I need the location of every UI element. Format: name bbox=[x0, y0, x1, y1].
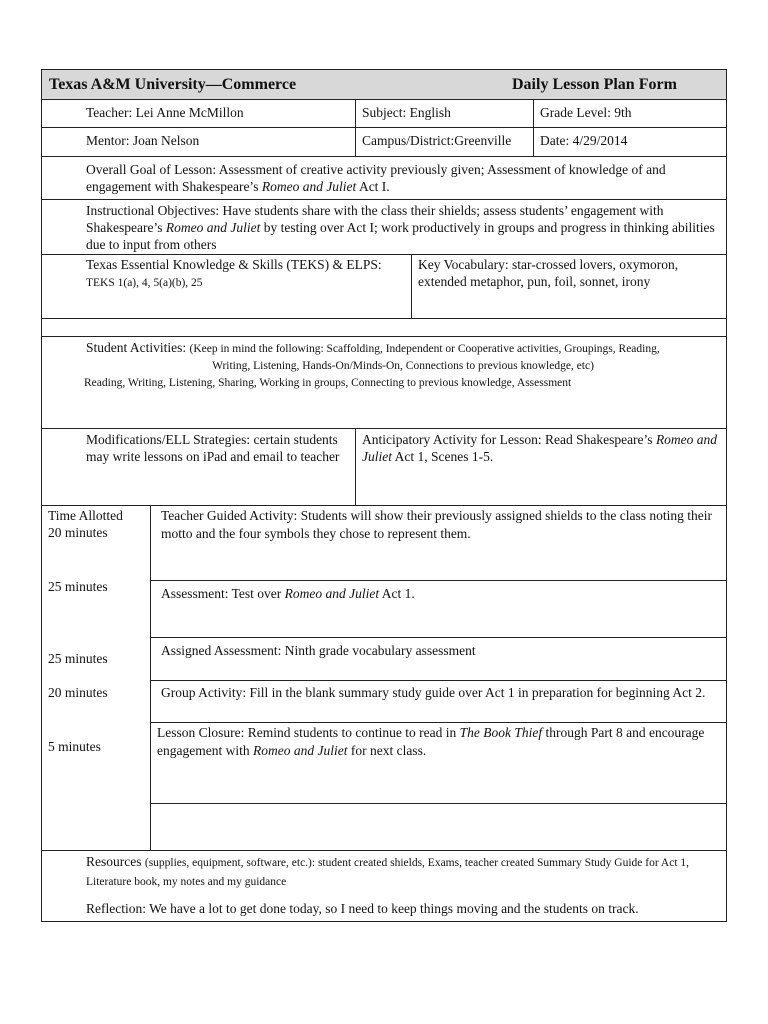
university-name: Texas A&M University—Commerce bbox=[49, 75, 297, 93]
goal-suffix: Act I. bbox=[356, 179, 390, 194]
group-activity: Group Activity: Fill in the blank summary study guide over Act 1 in preparation for beginning Act 2. bbox=[151, 681, 726, 723]
objectives-work-title: Romeo and Juliet bbox=[165, 220, 261, 235]
modifications: Modifications/ELL Strategies: certain students may write lessons on iPad and email to teacher bbox=[86, 432, 340, 464]
resources-reflection bbox=[42, 851, 726, 921]
grade-cell: Grade Level: 9th bbox=[533, 100, 726, 127]
assessment bbox=[151, 581, 726, 638]
goal-row bbox=[42, 157, 726, 200]
time-5: 5 minutes bbox=[48, 739, 101, 754]
reflection: Reflection: We have a lot to get done today, so I need to keep things moving and the students on track. bbox=[86, 901, 639, 916]
form-header bbox=[42, 70, 726, 100]
lesson-closure bbox=[151, 723, 726, 804]
time-1: 20 minutes bbox=[48, 525, 108, 540]
campus-cell: Campus/District:Greenville bbox=[355, 128, 533, 156]
teks-cell bbox=[42, 255, 411, 318]
closure-book-title: The Book Thief bbox=[459, 725, 543, 740]
overall-goal bbox=[42, 157, 726, 199]
teacher-cell: Teacher: Lei Anne McMillon bbox=[86, 105, 244, 120]
resources-text: (supplies, equipment, software, etc.): student created shields, Exams, teacher created Summary Study Guide for Act 1, Literature book, my notes and my guidance bbox=[86, 857, 690, 888]
teks-row bbox=[42, 255, 726, 319]
teacher-row bbox=[42, 100, 726, 128]
assessment-text: Assessment: Test over bbox=[161, 586, 285, 601]
anticipatory-text: Anticipatory Activity for Lesson: Read Shakespeare’s bbox=[362, 432, 656, 447]
objectives-row bbox=[42, 200, 726, 255]
goal-text: Overall Goal of Lesson: Assessment of creative activity previously given; Assessment of knowledge of and engagement with Shakespeare’s bbox=[86, 162, 666, 194]
activities-note-1: (Keep in mind the following: Scaffolding, Independent or Cooperative activities, Groupings, Reading, bbox=[189, 343, 660, 355]
closure-work-title: Romeo and Juliet bbox=[252, 743, 348, 758]
modifications-row bbox=[42, 429, 726, 506]
assessment-suffix: Act 1. bbox=[379, 586, 415, 601]
closure-suffix: for next class. bbox=[347, 743, 427, 758]
objectives-suffix: by testing over Act I; work productively in groups and progress in thinking abilities due to input from others bbox=[86, 220, 715, 252]
date-cell: Date: 4/29/2014 bbox=[533, 128, 726, 156]
time-allotted-label: Time Allotted bbox=[48, 508, 123, 523]
objectives-text: Instructional Objectives: Have students share with the class their shields; assess students’ engagement with Shakespeare’s bbox=[86, 203, 664, 235]
anticipatory-work-title: Romeo and Juliet bbox=[362, 432, 718, 464]
resources-row bbox=[42, 851, 726, 921]
mentor-row bbox=[42, 128, 726, 157]
activities-row bbox=[42, 337, 726, 429]
activities-label: Student Activities: bbox=[86, 340, 190, 355]
goal-work-title: Romeo and Juliet bbox=[261, 179, 357, 194]
activity-column bbox=[151, 506, 726, 850]
instructional-objectives bbox=[42, 200, 726, 254]
resources bbox=[86, 853, 720, 891]
empty-activity-cell bbox=[151, 804, 726, 850]
student-activities bbox=[42, 337, 726, 428]
activities-note-2: Writing, Listening, Hands-On/Minds-On, Connections to previous knowledge, etc) bbox=[212, 360, 594, 372]
activities-text: Reading, Writing, Listening, Sharing, Working in groups, Connecting to previous knowledge, Assessment bbox=[84, 377, 572, 389]
key-vocabulary: Key Vocabulary: star-crossed lovers, oxymoron, extended metaphor, pun, foil, sonnet, irony bbox=[411, 255, 726, 318]
resources-label: Resources bbox=[86, 854, 145, 869]
anticipatory-activity bbox=[355, 429, 726, 505]
closure-text: Lesson Closure: Remind students to continue to read in bbox=[157, 725, 460, 740]
teacher-guided-activity: Teacher Guided Activity: Students will show their previously assigned shields to the class noting their motto and the four symbols they chose to represent them. bbox=[151, 506, 726, 581]
teks-label: Texas Essential Knowledge & Skills (TEKS) & ELPS: bbox=[86, 257, 382, 272]
lesson-plan-form bbox=[41, 69, 727, 922]
mentor-cell: Mentor: Joan Nelson bbox=[86, 133, 200, 148]
time-2: 25 minutes bbox=[48, 579, 108, 594]
time-3: 25 minutes bbox=[48, 651, 108, 666]
time-allotted-column bbox=[42, 506, 151, 850]
time-4: 20 minutes bbox=[48, 685, 108, 700]
assigned-assessment: Assigned Assessment: Ninth grade vocabulary assessment bbox=[151, 638, 726, 681]
schedule-table bbox=[42, 506, 726, 851]
teks-value: TEKS 1(a), 4, 5(a)(b), 25 bbox=[86, 277, 203, 289]
spacer-row bbox=[42, 319, 726, 337]
assessment-work-title: Romeo and Juliet bbox=[284, 586, 380, 601]
form-title: Daily Lesson Plan Form bbox=[512, 75, 677, 93]
closure-mid: through Part 8 and encourage engagement with bbox=[157, 725, 705, 758]
subject-cell: Subject: English bbox=[355, 100, 533, 127]
anticipatory-suffix: Act 1, Scenes 1-5. bbox=[392, 449, 494, 464]
